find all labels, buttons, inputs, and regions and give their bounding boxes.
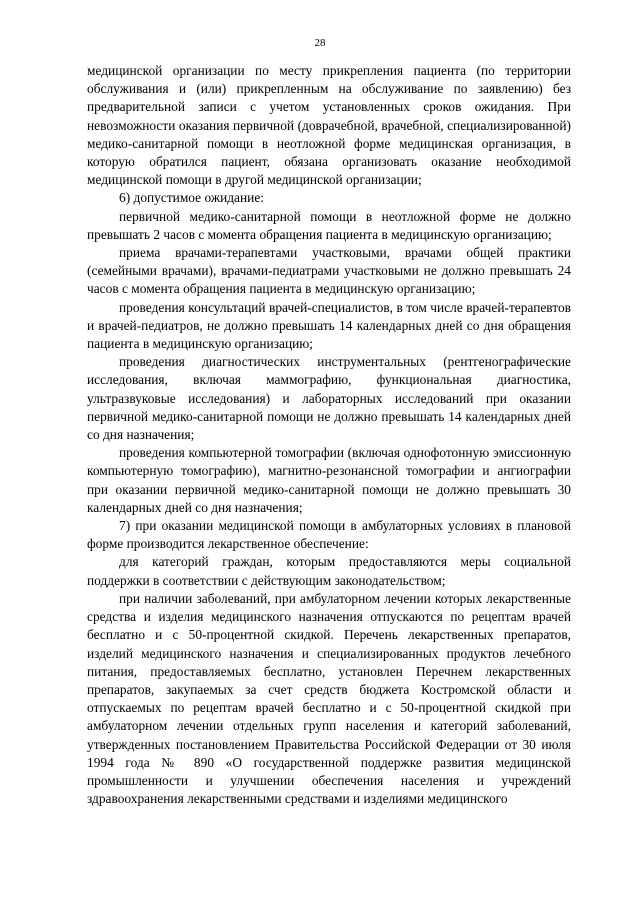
paragraph: при наличии заболеваний, при амбулаторном лечении которых лекарственные средства и изделия медицинского назначения отпускаются по рецептам врачей бесплатно и с 50-процентной скидкой. Перечень лекарственных препаратов, изделий медицинского назначения и специализированных продуктов лечебного питания, предоставляемых бесплатно, установлен Перечнем лекарственных препаратов, закупаемых за счет средств бюджета Костромской области и отпускаемых по рецептам врачей бесплатно и с 50-процентной скидкой при амбулаторном лечении отдельных групп населения и категорий заболеваний, утвержденных постановлением Правительства Российской Федерации от 30 июля 1994 года № 890 «О государственной поддержке развития медицинской промышленности и улучшении обеспечения населения и учреждений здравоохранения лекарственными средствами и изделиями медицинского [87, 590, 571, 807]
paragraph: проведения консультаций врачей-специалистов, в том числе врачей-терапевтов и врачей-педиатров, не должно превышать 14 календарных дней со дня обращения пациента в медицинскую организацию; [87, 299, 571, 352]
paragraph: приема врачами-терапевтами участковыми, врачами общей практики (семейными врачами), врачами-педиатрами участковыми не должно превышать 24 часов с момента обращения пациента в медицинскую организацию; [87, 245, 571, 297]
paragraph: проведения компьютерной томографии (включая однофотонную эмиссионную компьютерную томографию), магнитно-резонансной томографии и ангиографии при оказании первичной медико-санитарной помощи не должно превышать 30 календарных дней со дня назначения; [87, 445, 571, 515]
paragraph: 7) при оказании медицинской помощи в амбулаторных условиях в плановой форме производится лекарственное обеспечение: [87, 518, 571, 552]
document-body [87, 62, 571, 808]
page-number: 28 [314, 37, 326, 49]
paragraph: первичной медико-санитарной помощи в неотложной форме не должно превышать 2 часов с момента обращения пациента в медицинскую организацию; [87, 208, 571, 242]
paragraph: проведения диагностических инструментальных (рентгенографические исследования, включая маммографию, функциональная диагностика, ультразвуковые исследования) и лабораторных исследований при оказании первичной медико-санитарной помощи не должно превышать 14 календарных дней со дня назначения; [87, 354, 571, 443]
paragraph: для категорий граждан, которым предоставляются меры социальной поддержки в соответствии с действующим законодательством; [87, 554, 571, 588]
paragraph: медицинской организации по месту прикрепления пациента (по территории обслуживания и (или) прикрепленным на обслуживание по заявлению) без предварительной записи с учетом установленных сроков ожидания. При невозможности оказания первичной (доврачебной, врачебной, специализированной) медико-санитарной помощи в неотложной форме медицинская организация, в которую обратился пациент, обязана организовать оказание необходимой медицинской помощи в другой медицинской организации; [87, 63, 571, 188]
paragraph: 6) допустимое ожидание: [119, 190, 264, 206]
